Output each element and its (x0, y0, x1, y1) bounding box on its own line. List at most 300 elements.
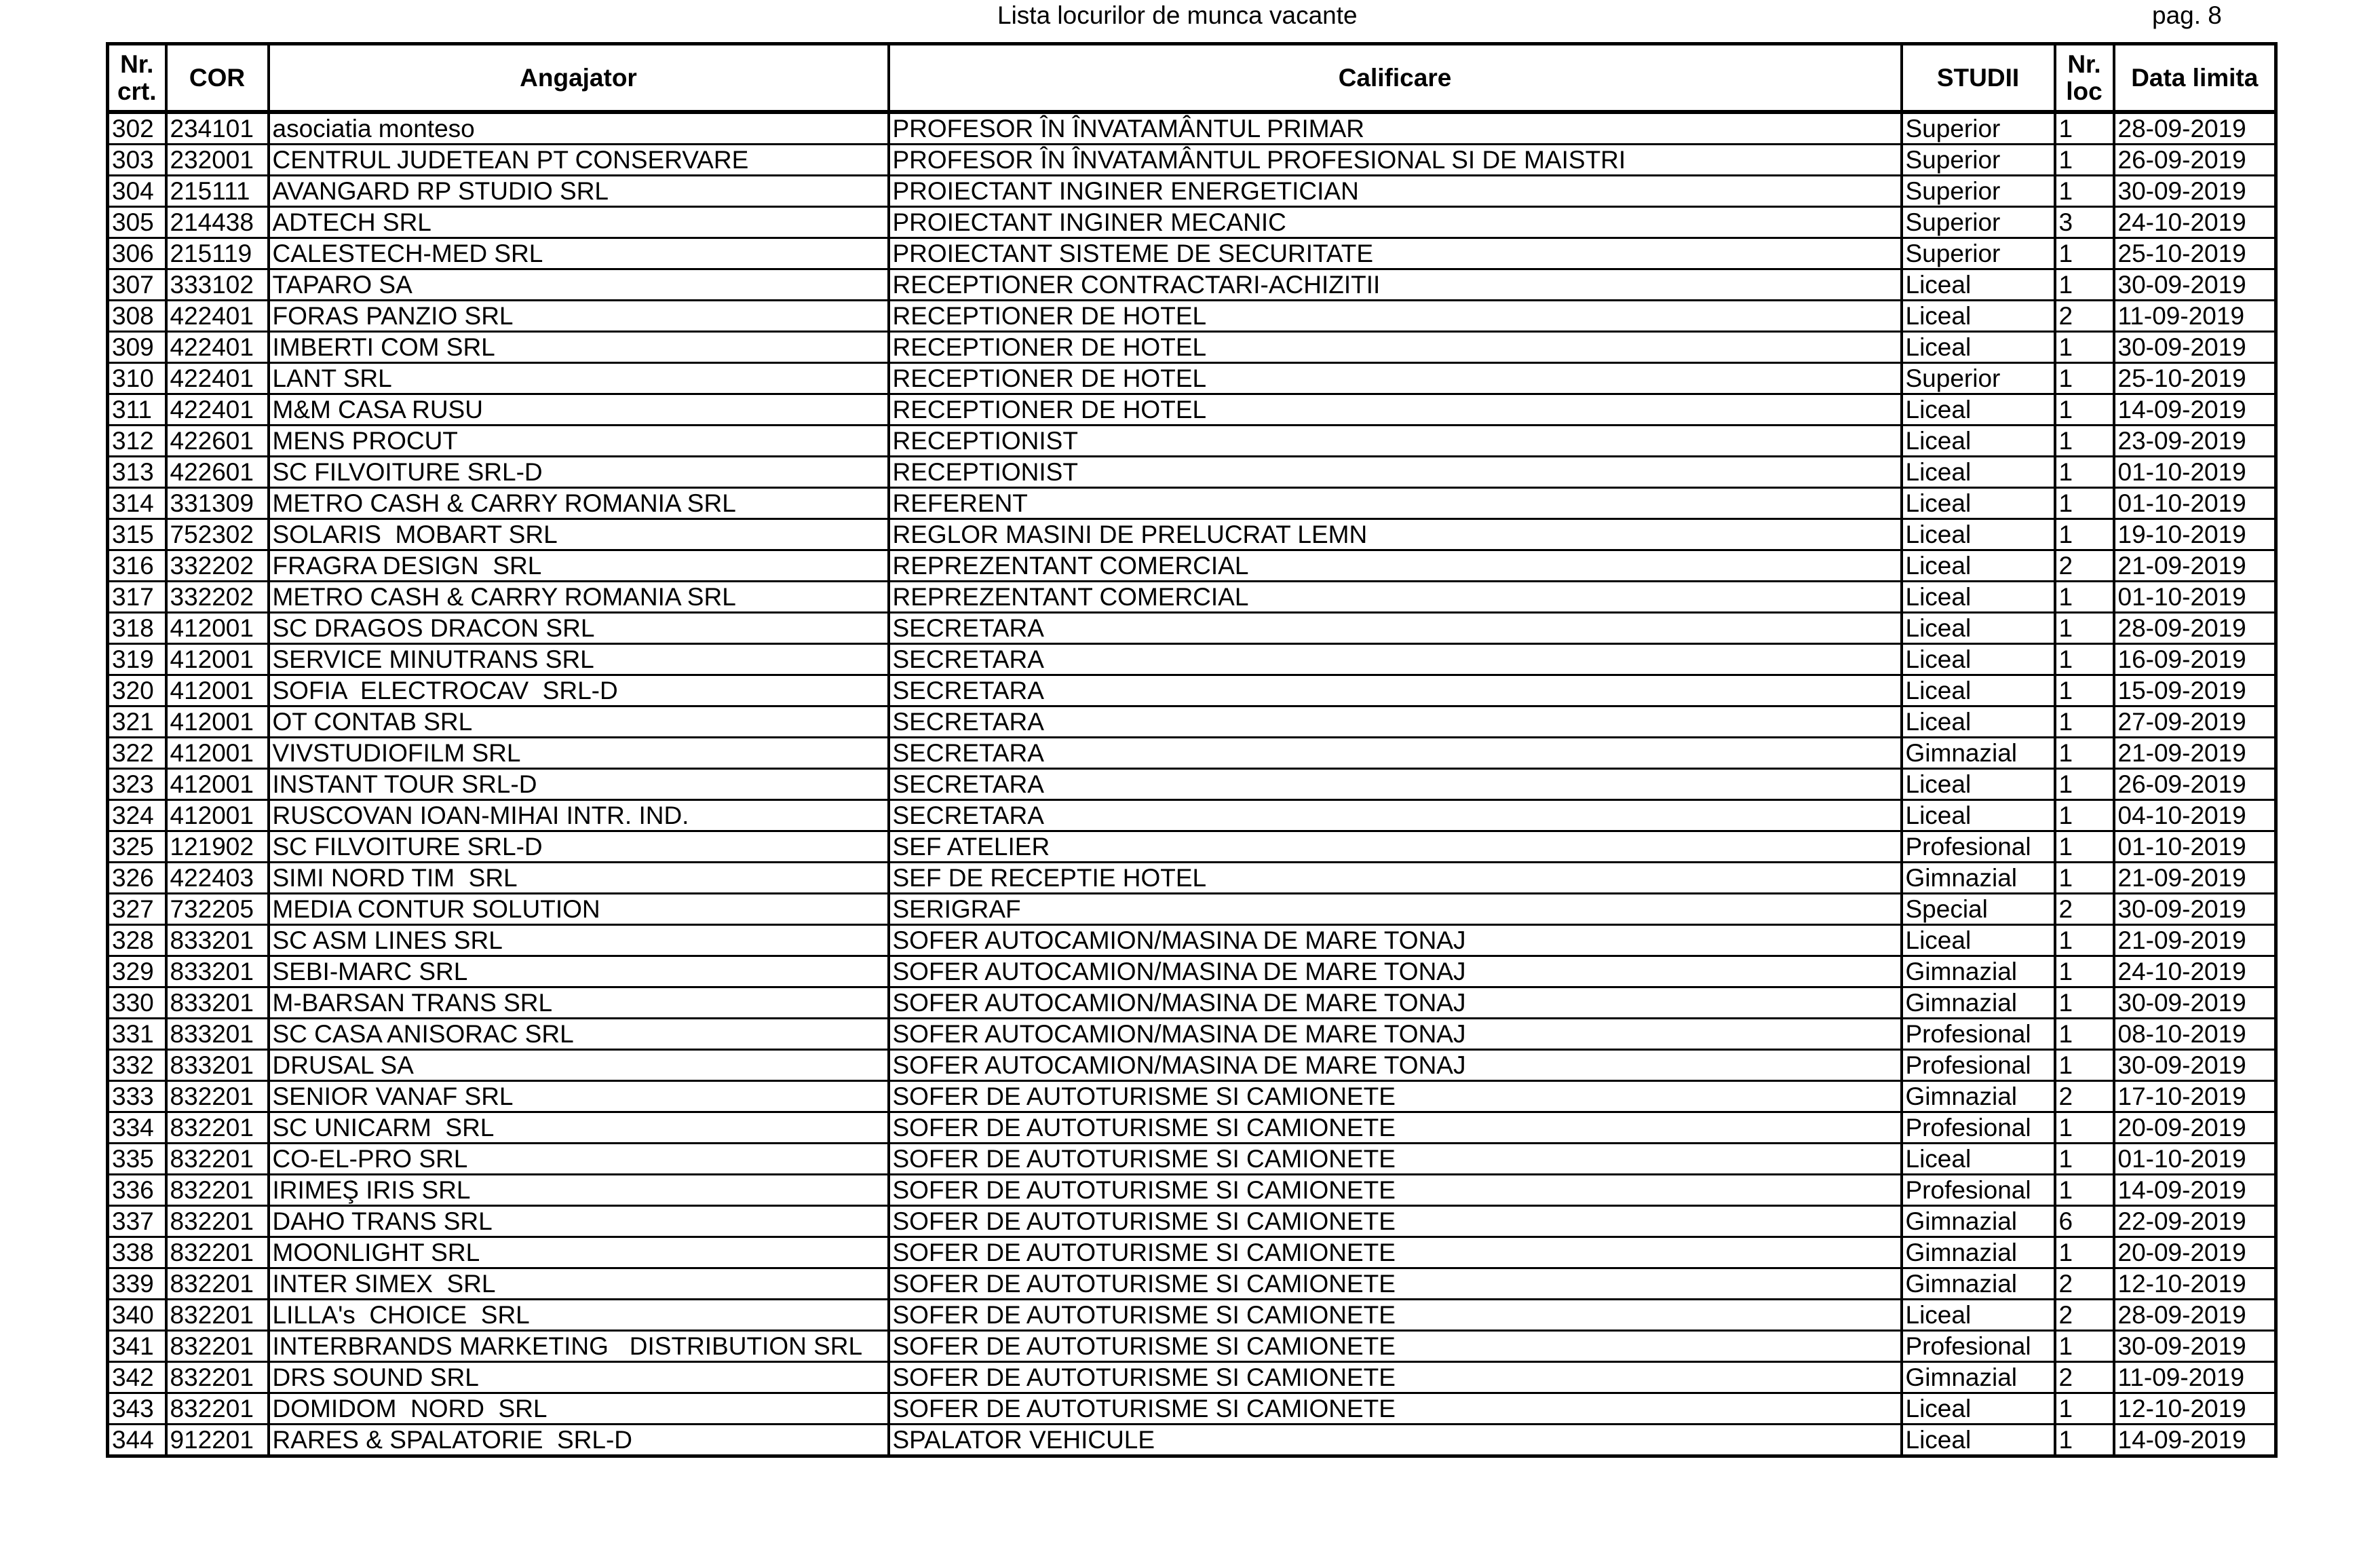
cell-angajator: INTER SIMEX SRL (269, 1268, 889, 1300)
cell-nr-loc: 1 (2055, 363, 2114, 394)
cell-data-limita: 30-09-2019 (2114, 269, 2276, 301)
cell-studii: Liceal (1902, 457, 2055, 488)
cell-nr-crt: 331 (108, 1019, 166, 1050)
cell-cor: 412001 (166, 706, 269, 738)
cell-nr-crt: 339 (108, 1268, 166, 1300)
cell-calificare: PROIECTANT SISTEME DE SECURITATE (889, 238, 1902, 269)
cell-angajator: SIMI NORD TIM SRL (269, 863, 889, 894)
cell-cor: 422401 (166, 332, 269, 363)
cell-studii: Superior (1902, 207, 2055, 238)
cell-angajator: SENIOR VANAF SRL (269, 1081, 889, 1112)
cell-studii: Profesional (1902, 831, 2055, 863)
cell-angajator: METRO CASH & CARRY ROMANIA SRL (269, 582, 889, 613)
cell-cor: 833201 (166, 925, 269, 956)
cell-cor: 833201 (166, 1050, 269, 1081)
cell-angajator: MENS PROCUT (269, 426, 889, 457)
cell-cor: 422401 (166, 363, 269, 394)
cell-nr-loc: 1 (2055, 1393, 2114, 1425)
table-row (108, 1081, 2276, 1112)
cell-nr-loc: 2 (2055, 1300, 2114, 1331)
cell-nr-crt: 335 (108, 1144, 166, 1175)
cell-cor: 412001 (166, 800, 269, 831)
cell-nr-loc: 1 (2055, 769, 2114, 800)
cell-calificare: RECEPTIONER DE HOTEL (889, 394, 1902, 426)
cell-calificare: SOFER DE AUTOTURISME SI CAMIONETE (889, 1175, 1902, 1206)
cell-nr-loc: 1 (2055, 1331, 2114, 1362)
table-row (108, 394, 2276, 426)
cell-nr-loc: 1 (2055, 675, 2114, 706)
cell-calificare: SOFER DE AUTOTURISME SI CAMIONETE (889, 1331, 1902, 1362)
cell-angajator: FORAS PANZIO SRL (269, 301, 889, 332)
cell-data-limita: 01-10-2019 (2114, 831, 2276, 863)
table-row (108, 426, 2276, 457)
cell-nr-loc: 1 (2055, 145, 2114, 176)
cell-nr-loc: 1 (2055, 706, 2114, 738)
cell-studii: Gimnazial (1902, 1268, 2055, 1300)
cell-calificare: SECRETARA (889, 738, 1902, 769)
page-number: pag. 8 (2152, 1, 2222, 29)
column-header-studii: STUDII (1902, 44, 2055, 113)
cell-nr-loc: 1 (2055, 519, 2114, 550)
document-title: Lista locurilor de munca vacante (997, 1, 1358, 29)
cell-calificare: SOFER DE AUTOTURISME SI CAMIONETE (889, 1393, 1902, 1425)
cell-studii: Superior (1902, 363, 2055, 394)
cell-cor: 832201 (166, 1393, 269, 1425)
cell-studii: Gimnazial (1902, 1237, 2055, 1268)
table-row (108, 644, 2276, 675)
cell-nr-crt: 327 (108, 894, 166, 925)
cell-nr-loc: 1 (2055, 956, 2114, 987)
cell-nr-loc: 1 (2055, 488, 2114, 519)
cell-nr-loc: 1 (2055, 1112, 2114, 1144)
cell-studii: Liceal (1902, 1393, 2055, 1425)
table-row (108, 894, 2276, 925)
table-row (108, 1050, 2276, 1081)
cell-nr-crt: 320 (108, 675, 166, 706)
cell-nr-loc: 2 (2055, 894, 2114, 925)
cell-data-limita: 19-10-2019 (2114, 519, 2276, 550)
cell-cor: 422601 (166, 457, 269, 488)
cell-data-limita: 30-09-2019 (2114, 1050, 2276, 1081)
cell-calificare: SOFER DE AUTOTURISME SI CAMIONETE (889, 1112, 1902, 1144)
cell-studii: Liceal (1902, 519, 2055, 550)
cell-nr-crt: 322 (108, 738, 166, 769)
cell-nr-crt: 340 (108, 1300, 166, 1331)
cell-nr-loc: 1 (2055, 238, 2114, 269)
cell-angajator: DOMIDOM NORD SRL (269, 1393, 889, 1425)
cell-calificare: PROIECTANT INGINER MECANIC (889, 207, 1902, 238)
table-row (108, 675, 2276, 706)
nr-crt-line2: crt. (117, 77, 157, 105)
cell-studii: Gimnazial (1902, 987, 2055, 1019)
cell-cor: 333102 (166, 269, 269, 301)
cell-studii: Liceal (1902, 1144, 2055, 1175)
cell-data-limita: 26-09-2019 (2114, 145, 2276, 176)
cell-data-limita: 27-09-2019 (2114, 706, 2276, 738)
cell-calificare: SOFER DE AUTOTURISME SI CAMIONETE (889, 1237, 1902, 1268)
cell-angajator: ADTECH SRL (269, 207, 889, 238)
table-row (108, 738, 2276, 769)
cell-data-limita: 28-09-2019 (2114, 613, 2276, 644)
cell-studii: Liceal (1902, 488, 2055, 519)
cell-angajator: VIVSTUDIOFILM SRL (269, 738, 889, 769)
cell-angajator: M-BARSAN TRANS SRL (269, 987, 889, 1019)
cell-angajator: INSTANT TOUR SRL-D (269, 769, 889, 800)
cell-data-limita: 30-09-2019 (2114, 894, 2276, 925)
cell-cor: 422601 (166, 426, 269, 457)
table-row (108, 1019, 2276, 1050)
cell-studii: Gimnazial (1902, 1206, 2055, 1237)
table-row (108, 1175, 2276, 1206)
cell-studii: Special (1902, 894, 2055, 925)
cell-cor: 331309 (166, 488, 269, 519)
cell-angajator: SC FILVOITURE SRL-D (269, 457, 889, 488)
cell-calificare: RECEPTIONIST (889, 457, 1902, 488)
cell-angajator: CALESTECH-MED SRL (269, 238, 889, 269)
table-row (108, 1425, 2276, 1456)
cell-studii: Liceal (1902, 332, 2055, 363)
cell-angajator: MEDIA CONTUR SOLUTION (269, 894, 889, 925)
cell-nr-crt: 332 (108, 1050, 166, 1081)
table-row (108, 1362, 2276, 1393)
cell-angajator: DRUSAL SA (269, 1050, 889, 1081)
cell-cor: 832201 (166, 1237, 269, 1268)
cell-nr-crt: 338 (108, 1237, 166, 1268)
cell-studii: Liceal (1902, 301, 2055, 332)
cell-data-limita: 20-09-2019 (2114, 1237, 2276, 1268)
cell-nr-crt: 341 (108, 1331, 166, 1362)
table-row (108, 613, 2276, 644)
cell-studii: Gimnazial (1902, 1081, 2055, 1112)
cell-nr-crt: 334 (108, 1112, 166, 1144)
cell-nr-crt: 344 (108, 1425, 166, 1456)
cell-angajator: DAHO TRANS SRL (269, 1206, 889, 1237)
cell-studii: Liceal (1902, 644, 2055, 675)
cell-nr-crt: 333 (108, 1081, 166, 1112)
cell-nr-crt: 312 (108, 426, 166, 457)
cell-calificare: SOFER AUTOCAMION/MASINA DE MARE TONAJ (889, 1050, 1902, 1081)
table-row (108, 956, 2276, 987)
cell-cor: 232001 (166, 145, 269, 176)
cell-nr-loc: 1 (2055, 457, 2114, 488)
cell-cor: 832201 (166, 1331, 269, 1362)
cell-angajator: DRS SOUND SRL (269, 1362, 889, 1393)
cell-nr-loc: 1 (2055, 269, 2114, 301)
cell-data-limita: 23-09-2019 (2114, 426, 2276, 457)
cell-data-limita: 21-09-2019 (2114, 550, 2276, 582)
cell-cor: 752302 (166, 519, 269, 550)
cell-cor: 121902 (166, 831, 269, 863)
table-row (108, 1393, 2276, 1425)
cell-nr-crt: 309 (108, 332, 166, 363)
cell-data-limita: 01-10-2019 (2114, 582, 2276, 613)
nr-loc-line2: loc (2066, 77, 2103, 105)
cell-calificare: SECRETARA (889, 675, 1902, 706)
table-row (108, 987, 2276, 1019)
cell-calificare: RECEPTIONER CONTRACTARI-ACHIZITII (889, 269, 1902, 301)
cell-studii: Liceal (1902, 613, 2055, 644)
table-row (108, 332, 2276, 363)
cell-calificare: SERIGRAF (889, 894, 1902, 925)
cell-cor: 332202 (166, 550, 269, 582)
cell-nr-loc: 1 (2055, 800, 2114, 831)
cell-nr-loc: 1 (2055, 1237, 2114, 1268)
column-header-nr-crt (108, 44, 166, 113)
cell-data-limita: 30-09-2019 (2114, 987, 2276, 1019)
table-row (108, 582, 2276, 613)
cell-calificare: PROFESOR ÎN ÎNVATAMÂNTUL PROFESIONAL SI DE MAISTRI (889, 145, 1902, 176)
cell-data-limita: 14-09-2019 (2114, 1425, 2276, 1456)
cell-cor: 215119 (166, 238, 269, 269)
cell-nr-crt: 307 (108, 269, 166, 301)
cell-angajator: SC FILVOITURE SRL-D (269, 831, 889, 863)
cell-studii: Profesional (1902, 1019, 2055, 1050)
cell-cor: 832201 (166, 1175, 269, 1206)
cell-nr-loc: 2 (2055, 1362, 2114, 1393)
table-row (108, 925, 2276, 956)
cell-studii: Liceal (1902, 269, 2055, 301)
cell-angajator: LANT SRL (269, 363, 889, 394)
cell-cor: 234101 (166, 112, 269, 145)
cell-angajator: AVANGARD RP STUDIO SRL (269, 176, 889, 207)
cell-cor: 412001 (166, 644, 269, 675)
cell-nr-crt: 336 (108, 1175, 166, 1206)
cell-data-limita: 12-10-2019 (2114, 1393, 2276, 1425)
cell-data-limita: 21-09-2019 (2114, 738, 2276, 769)
cell-nr-crt: 306 (108, 238, 166, 269)
cell-nr-crt: 303 (108, 145, 166, 176)
cell-angajator: SC ASM LINES SRL (269, 925, 889, 956)
cell-data-limita: 16-09-2019 (2114, 644, 2276, 675)
cell-studii: Superior (1902, 145, 2055, 176)
cell-calificare: SECRETARA (889, 769, 1902, 800)
cell-cor: 833201 (166, 987, 269, 1019)
cell-data-limita: 11-09-2019 (2114, 1362, 2276, 1393)
cell-calificare: PROIECTANT INGINER ENERGETICIAN (889, 176, 1902, 207)
cell-calificare: REGLOR MASINI DE PRELUCRAT LEMN (889, 519, 1902, 550)
cell-calificare: RECEPTIONIST (889, 426, 1902, 457)
cell-calificare: SECRETARA (889, 706, 1902, 738)
cell-studii: Gimnazial (1902, 956, 2055, 987)
cell-nr-crt: 324 (108, 800, 166, 831)
cell-calificare: REPREZENTANT COMERCIAL (889, 550, 1902, 582)
cell-angajator: SC DRAGOS DRACON SRL (269, 613, 889, 644)
cell-nr-crt: 330 (108, 987, 166, 1019)
cell-nr-loc: 1 (2055, 1050, 2114, 1081)
cell-angajator: CENTRUL JUDETEAN PT CONSERVARE (269, 145, 889, 176)
table-row (108, 800, 2276, 831)
cell-angajator: LILLA's CHOICE SRL (269, 1300, 889, 1331)
cell-calificare: SPALATOR VEHICULE (889, 1425, 1902, 1456)
cell-angajator: SERVICE MINUTRANS SRL (269, 644, 889, 675)
vacancies-table (106, 42, 2278, 1458)
cell-data-limita: 24-10-2019 (2114, 956, 2276, 987)
cell-nr-loc: 1 (2055, 1425, 2114, 1456)
cell-cor: 412001 (166, 675, 269, 706)
cell-nr-loc: 1 (2055, 644, 2114, 675)
cell-cor: 832201 (166, 1144, 269, 1175)
cell-nr-loc: 1 (2055, 394, 2114, 426)
nr-loc-line1: Nr. (2067, 50, 2101, 78)
cell-data-limita: 14-09-2019 (2114, 394, 2276, 426)
column-header-angajator: Angajator (269, 44, 889, 113)
cell-nr-crt: 343 (108, 1393, 166, 1425)
cell-angajator: CO-EL-PRO SRL (269, 1144, 889, 1175)
cell-studii: Gimnazial (1902, 863, 2055, 894)
cell-data-limita: 30-09-2019 (2114, 1331, 2276, 1362)
cell-data-limita: 30-09-2019 (2114, 176, 2276, 207)
cell-cor: 833201 (166, 1019, 269, 1050)
cell-nr-loc: 1 (2055, 426, 2114, 457)
cell-nr-loc: 1 (2055, 176, 2114, 207)
table-row (108, 112, 2276, 145)
cell-nr-crt: 321 (108, 706, 166, 738)
cell-studii: Liceal (1902, 1425, 2055, 1456)
cell-cor: 832201 (166, 1112, 269, 1144)
cell-angajator: asociatia monteso (269, 112, 889, 145)
cell-cor: 412001 (166, 613, 269, 644)
cell-nr-loc: 1 (2055, 738, 2114, 769)
cell-studii: Profesional (1902, 1175, 2055, 1206)
cell-cor: 422401 (166, 394, 269, 426)
cell-nr-crt: 323 (108, 769, 166, 800)
cell-cor: 832201 (166, 1362, 269, 1393)
table-row (108, 238, 2276, 269)
cell-nr-crt: 317 (108, 582, 166, 613)
cell-nr-crt: 326 (108, 863, 166, 894)
cell-studii: Liceal (1902, 582, 2055, 613)
cell-calificare: REFERENT (889, 488, 1902, 519)
cell-studii: Gimnazial (1902, 1362, 2055, 1393)
cell-cor: 332202 (166, 582, 269, 613)
cell-angajator: FRAGRA DESIGN SRL (269, 550, 889, 582)
cell-calificare: SECRETARA (889, 613, 1902, 644)
cell-studii: Liceal (1902, 426, 2055, 457)
cell-nr-loc: 1 (2055, 112, 2114, 145)
cell-studii: Superior (1902, 112, 2055, 145)
cell-nr-loc: 1 (2055, 613, 2114, 644)
cell-nr-loc: 2 (2055, 1081, 2114, 1112)
cell-angajator: SC UNICARM SRL (269, 1112, 889, 1144)
table-row (108, 145, 2276, 176)
cell-nr-loc: 1 (2055, 831, 2114, 863)
cell-calificare: SEF DE RECEPTIE HOTEL (889, 863, 1902, 894)
cell-data-limita: 12-10-2019 (2114, 1268, 2276, 1300)
cell-cor: 832201 (166, 1081, 269, 1112)
cell-nr-crt: 308 (108, 301, 166, 332)
cell-cor: 214438 (166, 207, 269, 238)
cell-nr-crt: 318 (108, 613, 166, 644)
cell-cor: 422403 (166, 863, 269, 894)
cell-calificare: SOFER AUTOCAMION/MASINA DE MARE TONAJ (889, 1019, 1902, 1050)
cell-nr-crt: 337 (108, 1206, 166, 1237)
table-row (108, 1268, 2276, 1300)
cell-calificare: SOFER DE AUTOTURISME SI CAMIONETE (889, 1300, 1902, 1331)
cell-nr-loc: 3 (2055, 207, 2114, 238)
table-row (108, 207, 2276, 238)
cell-nr-crt: 304 (108, 176, 166, 207)
cell-studii: Profesional (1902, 1112, 2055, 1144)
cell-angajator: RUSCOVAN IOAN-MIHAI INTR. IND. (269, 800, 889, 831)
cell-cor: 215111 (166, 176, 269, 207)
cell-cor: 912201 (166, 1425, 269, 1456)
table-row (108, 1144, 2276, 1175)
cell-studii: Liceal (1902, 1300, 2055, 1331)
cell-calificare: RECEPTIONER DE HOTEL (889, 363, 1902, 394)
cell-calificare: RECEPTIONER DE HOTEL (889, 332, 1902, 363)
cell-nr-crt: 325 (108, 831, 166, 863)
cell-studii: Superior (1902, 176, 2055, 207)
cell-nr-crt: 311 (108, 394, 166, 426)
cell-calificare: SECRETARA (889, 644, 1902, 675)
cell-calificare: SOFER DE AUTOTURISME SI CAMIONETE (889, 1081, 1902, 1112)
cell-calificare: SOFER AUTOCAMION/MASINA DE MARE TONAJ (889, 956, 1902, 987)
cell-cor: 832201 (166, 1206, 269, 1237)
table-row (108, 1300, 2276, 1331)
cell-data-limita: 17-10-2019 (2114, 1081, 2276, 1112)
cell-calificare: SOFER DE AUTOTURISME SI CAMIONETE (889, 1206, 1902, 1237)
cell-angajator: RARES & SPALATORIE SRL-D (269, 1425, 889, 1456)
cell-data-limita: 15-09-2019 (2114, 675, 2276, 706)
cell-nr-crt: 316 (108, 550, 166, 582)
cell-angajator: SOLARIS MOBART SRL (269, 519, 889, 550)
cell-cor: 412001 (166, 738, 269, 769)
cell-calificare: SOFER AUTOCAMION/MASINA DE MARE TONAJ (889, 987, 1902, 1019)
cell-calificare: REPREZENTANT COMERCIAL (889, 582, 1902, 613)
cell-nr-loc: 1 (2055, 1175, 2114, 1206)
table-row (108, 1331, 2276, 1362)
cell-nr-loc: 1 (2055, 332, 2114, 363)
cell-cor: 832201 (166, 1300, 269, 1331)
cell-studii: Liceal (1902, 925, 2055, 956)
cell-nr-loc: 2 (2055, 550, 2114, 582)
cell-nr-loc: 1 (2055, 987, 2114, 1019)
table-row (108, 269, 2276, 301)
cell-nr-loc: 1 (2055, 925, 2114, 956)
cell-calificare: SOFER DE AUTOTURISME SI CAMIONETE (889, 1268, 1902, 1300)
cell-studii: Profesional (1902, 1331, 2055, 1362)
cell-data-limita: 04-10-2019 (2114, 800, 2276, 831)
cell-calificare: RECEPTIONER DE HOTEL (889, 301, 1902, 332)
column-header-nr-loc (2055, 44, 2114, 113)
cell-studii: Superior (1902, 238, 2055, 269)
cell-nr-crt: 302 (108, 112, 166, 145)
cell-nr-loc: 1 (2055, 863, 2114, 894)
column-header-calificare: Calificare (889, 44, 1902, 113)
cell-studii: Liceal (1902, 675, 2055, 706)
cell-nr-loc: 1 (2055, 582, 2114, 613)
cell-data-limita: 21-09-2019 (2114, 863, 2276, 894)
cell-angajator: M&M CASA RUSU (269, 394, 889, 426)
column-header-cor: COR (166, 44, 269, 113)
cell-data-limita: 08-10-2019 (2114, 1019, 2276, 1050)
cell-studii: Liceal (1902, 394, 2055, 426)
cell-nr-crt: 314 (108, 488, 166, 519)
cell-data-limita: 25-10-2019 (2114, 238, 2276, 269)
cell-nr-crt: 328 (108, 925, 166, 956)
cell-angajator: SEBI-MARC SRL (269, 956, 889, 987)
table-row (108, 769, 2276, 800)
cell-nr-crt: 342 (108, 1362, 166, 1393)
cell-studii: Profesional (1902, 1050, 2055, 1081)
cell-data-limita: 14-09-2019 (2114, 1175, 2276, 1206)
cell-data-limita: 30-09-2019 (2114, 332, 2276, 363)
cell-data-limita: 28-09-2019 (2114, 112, 2276, 145)
table-row (108, 1237, 2276, 1268)
cell-cor: 732205 (166, 894, 269, 925)
cell-nr-crt: 315 (108, 519, 166, 550)
cell-cor: 422401 (166, 301, 269, 332)
